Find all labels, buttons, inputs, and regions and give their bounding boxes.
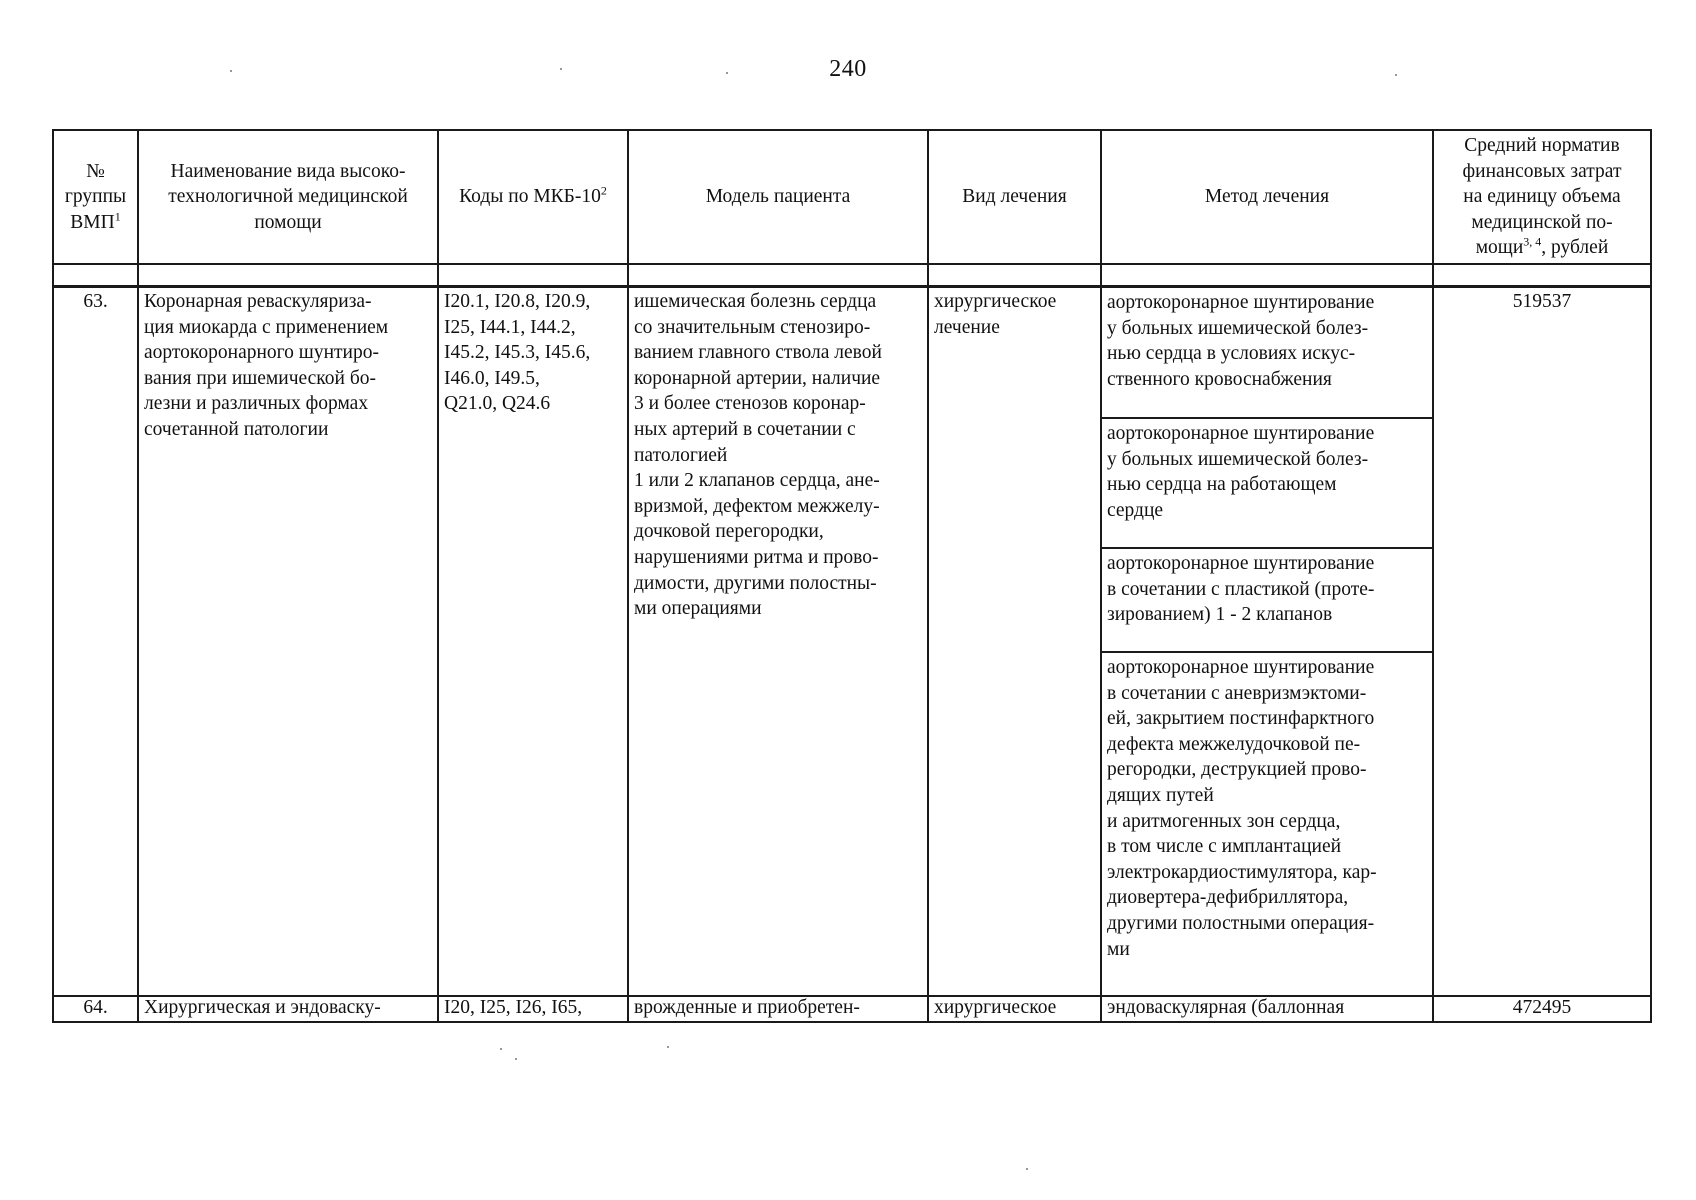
scan-speck	[560, 68, 562, 70]
header-care-name-text: Наименование вида высоко- технологичной медицинской помощи	[168, 160, 408, 233]
table-row	[53, 287, 1651, 997]
treatment-method-item: аортокоронарное шунтирование у больных ишемической болез- нью сердца в условиях искус- ственного кровоснабжения	[1102, 288, 1432, 419]
spacer-cell	[438, 264, 628, 287]
scan-speck	[1026, 1168, 1028, 1170]
average-cost-cell: 519537	[1433, 287, 1651, 997]
table-spacer-row	[53, 264, 1651, 287]
header-icd-codes-text: Коды по МКБ-10	[459, 186, 601, 208]
spacer-cell	[928, 264, 1101, 287]
scan-speck	[1395, 74, 1397, 76]
scan-speck	[726, 72, 728, 74]
header-average-cost	[1433, 130, 1651, 264]
header-treatment-method-text: Метод лечения	[1204, 186, 1330, 208]
icd-codes-cell: I20, I25, I26, I65,	[438, 996, 628, 1022]
treatment-method-cell: эндоваскулярная (баллонная	[1101, 996, 1433, 1022]
header-average-cost-text: Средний норматив финансовых затрат на единицу объема медицинской по- мощи	[1462, 135, 1622, 259]
group-number-cell: 63.	[53, 287, 138, 997]
vmp-table	[52, 129, 1652, 1023]
header-icd-codes-footnote: 2	[600, 183, 607, 198]
header-treatment-type	[928, 130, 1101, 264]
treatment-type-cell: хирургическое лечение	[928, 287, 1101, 997]
spacer-cell	[53, 264, 138, 287]
scan-speck	[230, 70, 232, 72]
header-icd-codes	[438, 130, 628, 264]
header-group-number-text: № группы ВМП	[64, 160, 127, 233]
spacer-cell	[1433, 264, 1651, 287]
header-care-name	[138, 130, 438, 264]
scan-speck	[667, 1046, 669, 1048]
header-treatment-method	[1101, 130, 1433, 264]
icd-codes-cell: I20.1, I20.8, I20.9, I25, I44.1, I44.2, I45.2, I45.3, I45.6, I46.0, I49.5, Q21.0, Q24.6	[438, 287, 628, 997]
page-number: 240	[829, 56, 867, 82]
treatment-methods-cell	[1101, 287, 1433, 997]
care-name-cell: Коронарная реваскуляриза- ция миокарда с применением аортокоронарного шунтиро- вания при ишемической бо- лезни и различных формах сочетанной патологии	[138, 287, 438, 997]
average-cost-cell: 472495	[1433, 996, 1651, 1022]
spacer-cell	[138, 264, 438, 287]
header-average-cost-suffix: , рублей	[1541, 237, 1609, 259]
header-patient-model	[628, 130, 928, 264]
scan-speck	[515, 1058, 517, 1060]
header-treatment-type-text: Вид лечения	[962, 186, 1067, 208]
treatment-method-item: аортокоронарное шунтирование в сочетании с аневризмэктоми- ей, закрытием постинфарктного дефекта межжелудочковой пе- регородки, деструкцией прово- дящих путей и аритмогенных зон сердца, в том числе с имплантацией электрокардиостимулятора, кар- диовертера-дефибриллятора, другими полостными операция- ми	[1107, 657, 1377, 960]
treatment-type-cell: хирургическое	[928, 996, 1101, 1022]
header-patient-model-text: Модель пациента	[705, 186, 851, 208]
patient-model-cell: врожденные и приобретен-	[628, 996, 928, 1022]
patient-model-cell: ишемическая болезнь сердца со значительным стенозиро- ванием главного ствола левой коронарной артерии, наличие 3 и более стенозов коронар- ных артерий в сочетании с патологией 1 или 2 клапанов сердца, ане- вризмой, дефектом межжелу- дочковой перегородки, нарушениями ритма и прово- димости, другими полостны- ми операциями	[628, 287, 928, 997]
header-group-number	[53, 130, 138, 264]
table-row	[53, 996, 1651, 1022]
scan-speck	[500, 1048, 502, 1050]
spacer-cell	[1101, 264, 1433, 287]
treatment-method-item: аортокоронарное шунтирование у больных ишемической болез- нью сердца на работающем сердце	[1102, 419, 1432, 549]
table-header-row	[53, 130, 1651, 264]
header-average-cost-footnote: 3, 4	[1523, 234, 1542, 249]
spacer-cell	[628, 264, 928, 287]
treatment-method-item: аортокоронарное шунтирование в сочетании с пластикой (проте- зированием) 1 - 2 клапанов	[1102, 549, 1432, 653]
group-number-cell: 64.	[53, 996, 138, 1022]
header-group-number-footnote: 1	[114, 209, 121, 224]
care-name-cell: Хирургическая и эндоваску-	[138, 996, 438, 1022]
